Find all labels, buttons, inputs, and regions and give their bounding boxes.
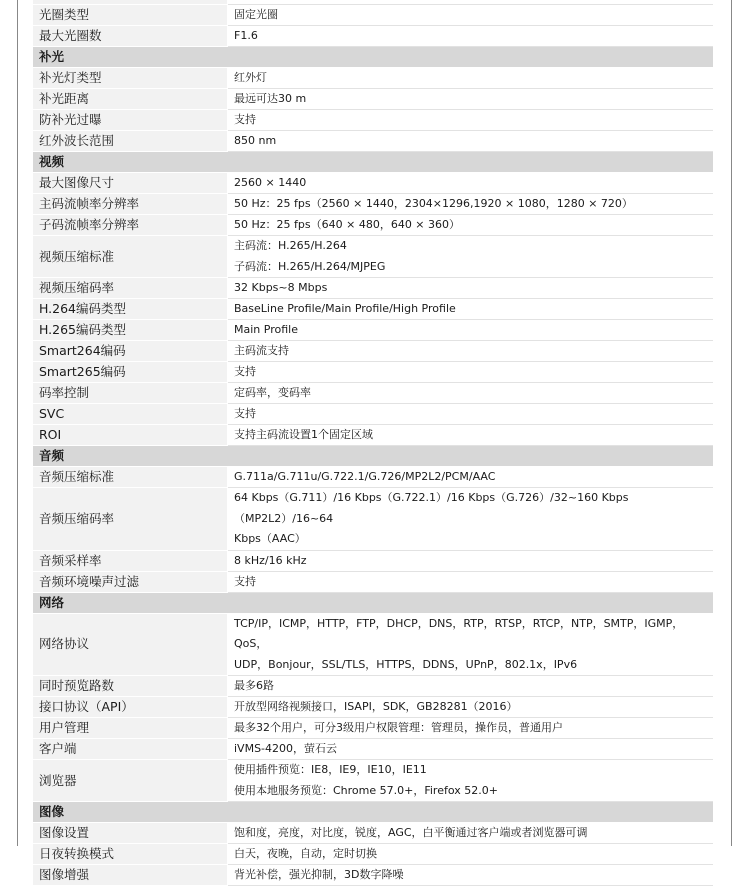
spec-value: 2560 × 1440 <box>228 173 714 194</box>
table-row <box>33 236 713 278</box>
spec-key: 同时预览路数 <box>33 676 228 697</box>
spec-value: G.711a/G.711u/G.722.1/G.726/MP2L2/PCM/AAC <box>228 467 714 488</box>
section-header-row <box>33 152 713 173</box>
table-row <box>33 571 713 592</box>
spec-value: 背光补偿，强光抑制，3D数字降噪 <box>228 865 714 886</box>
table-row <box>33 844 713 865</box>
table-row <box>33 215 713 236</box>
table-row <box>33 467 713 488</box>
spec-value-line: Kbps（AAC） <box>234 532 306 545</box>
spec-value: 支持主码流设置1个固定区域 <box>228 425 714 446</box>
spec-key: 红外波长范围 <box>33 131 228 152</box>
spec-key: 子码流帧率分辨率 <box>33 215 228 236</box>
table-row <box>33 718 713 739</box>
table-row <box>33 5 713 26</box>
table-row <box>33 131 713 152</box>
table-row <box>33 697 713 718</box>
spec-value: iVMS-4200，萤石云 <box>228 739 714 760</box>
spec-key: 音频压缩标准 <box>33 467 228 488</box>
spec-key: 最大光圈数 <box>33 26 228 47</box>
table-row <box>33 341 713 362</box>
table-row <box>33 823 713 844</box>
spec-value: 最远可达30 m <box>228 89 714 110</box>
spec-value: 固定光圈 <box>228 5 714 26</box>
spec-value-line: 64 Kbps（G.711）/16 Kbps（G.722.1）/16 Kbps（G.726）/32~160 Kbps（MP2L2）/16~64 <box>234 491 629 525</box>
spec-key: 接口协议（API） <box>33 697 228 718</box>
table-row <box>33 383 713 404</box>
section-header-row <box>33 446 713 467</box>
spec-value: 最多6路 <box>228 676 714 697</box>
spec-key: ROI <box>33 425 228 446</box>
spec-key: 网络协议 <box>33 613 228 676</box>
spec-key: 音频采样率 <box>33 550 228 571</box>
spec-key: 图像增强 <box>33 865 228 886</box>
spec-value-line: 主码流：H.265/H.264 <box>234 239 347 252</box>
section-header-row <box>33 802 713 823</box>
table-row <box>33 739 713 760</box>
spec-value <box>228 760 714 802</box>
spec-value: 支持 <box>228 110 714 131</box>
spec-key: 光圈类型 <box>33 5 228 26</box>
spec-key: 补光距离 <box>33 89 228 110</box>
spec-value-line: 使用本地服务预览：Chrome 57.0+，Firefox 52.0+ <box>234 783 498 797</box>
spec-value <box>228 488 714 551</box>
table-row <box>33 362 713 383</box>
table-row <box>33 550 713 571</box>
table-row <box>33 194 713 215</box>
spec-value: 红外灯 <box>228 68 714 89</box>
section-header-row <box>33 592 713 613</box>
spec-key: 视频压缩码率 <box>33 278 228 299</box>
spec-key: H.264编码类型 <box>33 299 228 320</box>
spec-value-line: 使用插件预览：IE8，IE9，IE10，IE11 <box>234 763 427 776</box>
spec-key: SVC <box>33 404 228 425</box>
spec-key: H.265编码类型 <box>33 320 228 341</box>
left-border-line <box>17 0 18 846</box>
table-row <box>33 26 713 47</box>
spec-key: 主码流帧率分辨率 <box>33 194 228 215</box>
table-row <box>33 173 713 194</box>
right-border-line <box>731 0 732 846</box>
spec-key: 补光灯类型 <box>33 68 228 89</box>
table-row <box>33 613 713 676</box>
spec-key: 浏览器 <box>33 760 228 802</box>
table-row <box>33 320 713 341</box>
spec-value: 32 Kbps~8 Mbps <box>228 278 714 299</box>
spec-value <box>228 236 714 278</box>
spec-key: 日夜转换模式 <box>33 844 228 865</box>
section-title: 音频 <box>33 446 713 467</box>
spec-value: 开放型网络视频接口，ISAPI，SDK，GB28281（2016） <box>228 697 714 718</box>
table-row <box>33 760 713 802</box>
table-row <box>33 110 713 131</box>
spec-value: 支持 <box>228 362 714 383</box>
spec-key: 图像设置 <box>33 823 228 844</box>
spec-key: 用户管理 <box>33 718 228 739</box>
spec-key: 视频压缩标准 <box>33 236 228 278</box>
spec-value: 支持 <box>228 404 714 425</box>
spec-key: 音频压缩码率 <box>33 488 228 551</box>
spec-key: 客户端 <box>33 739 228 760</box>
spec-value-line: TCP/IP，ICMP，HTTP，FTP，DHCP，DNS，RTP，RTSP，RTCP，NTP，SMTP，IGMP，QoS， <box>234 616 684 650</box>
spec-value <box>228 613 714 676</box>
spec-table <box>33 0 713 886</box>
section-title: 补光 <box>33 47 713 68</box>
section-header-row <box>33 47 713 68</box>
spec-key: 防补光过曝 <box>33 110 228 131</box>
spec-value: 850 nm <box>228 131 714 152</box>
spec-key: 音频环境噪声过滤 <box>33 571 228 592</box>
section-title: 视频 <box>33 152 713 173</box>
spec-value-line: 子码流：H.265/H.264/MJPEG <box>234 259 386 273</box>
section-title: 网络 <box>33 592 713 613</box>
spec-key: 码率控制 <box>33 383 228 404</box>
spec-value: BaseLine Profile/Main Profile/High Profile <box>228 299 714 320</box>
spec-value: 主码流支持 <box>228 341 714 362</box>
section-title: 图像 <box>33 802 713 823</box>
spec-key: Smart264编码 <box>33 341 228 362</box>
table-row <box>33 425 713 446</box>
table-row <box>33 68 713 89</box>
spec-value: Main Profile <box>228 320 714 341</box>
spec-table-body <box>33 0 713 886</box>
table-row <box>33 89 713 110</box>
table-row <box>33 676 713 697</box>
spec-key: 最大图像尺寸 <box>33 173 228 194</box>
spec-value: 8 kHz/16 kHz <box>228 550 714 571</box>
spec-value: 支持 <box>228 571 714 592</box>
table-row <box>33 865 713 886</box>
spec-value: 定码率，变码率 <box>228 383 714 404</box>
spec-key: Smart265编码 <box>33 362 228 383</box>
table-row <box>33 299 713 320</box>
table-row <box>33 278 713 299</box>
spec-value: 50 Hz：25 fps（2560 × 1440，2304×1296,1920 × 1080，1280 × 720） <box>228 194 714 215</box>
table-row <box>33 404 713 425</box>
spec-value-line: UDP，Bonjour，SSL/TLS，HTTPS，DDNS，UPnP，802.1x，IPv6 <box>234 657 578 671</box>
spec-value: 最多32个用户，可分3级用户权限管理：管理员，操作员，普通用户 <box>228 718 714 739</box>
table-row <box>33 488 713 551</box>
spec-value: F1.6 <box>228 26 714 47</box>
spec-value: 饱和度，亮度，对比度，锐度，AGC，白平衡通过客户端或者浏览器可调 <box>228 823 714 844</box>
spec-value: 白天，夜晚，自动，定时切换 <box>228 844 714 865</box>
spec-value: 50 Hz：25 fps（640 × 480，640 × 360） <box>228 215 714 236</box>
